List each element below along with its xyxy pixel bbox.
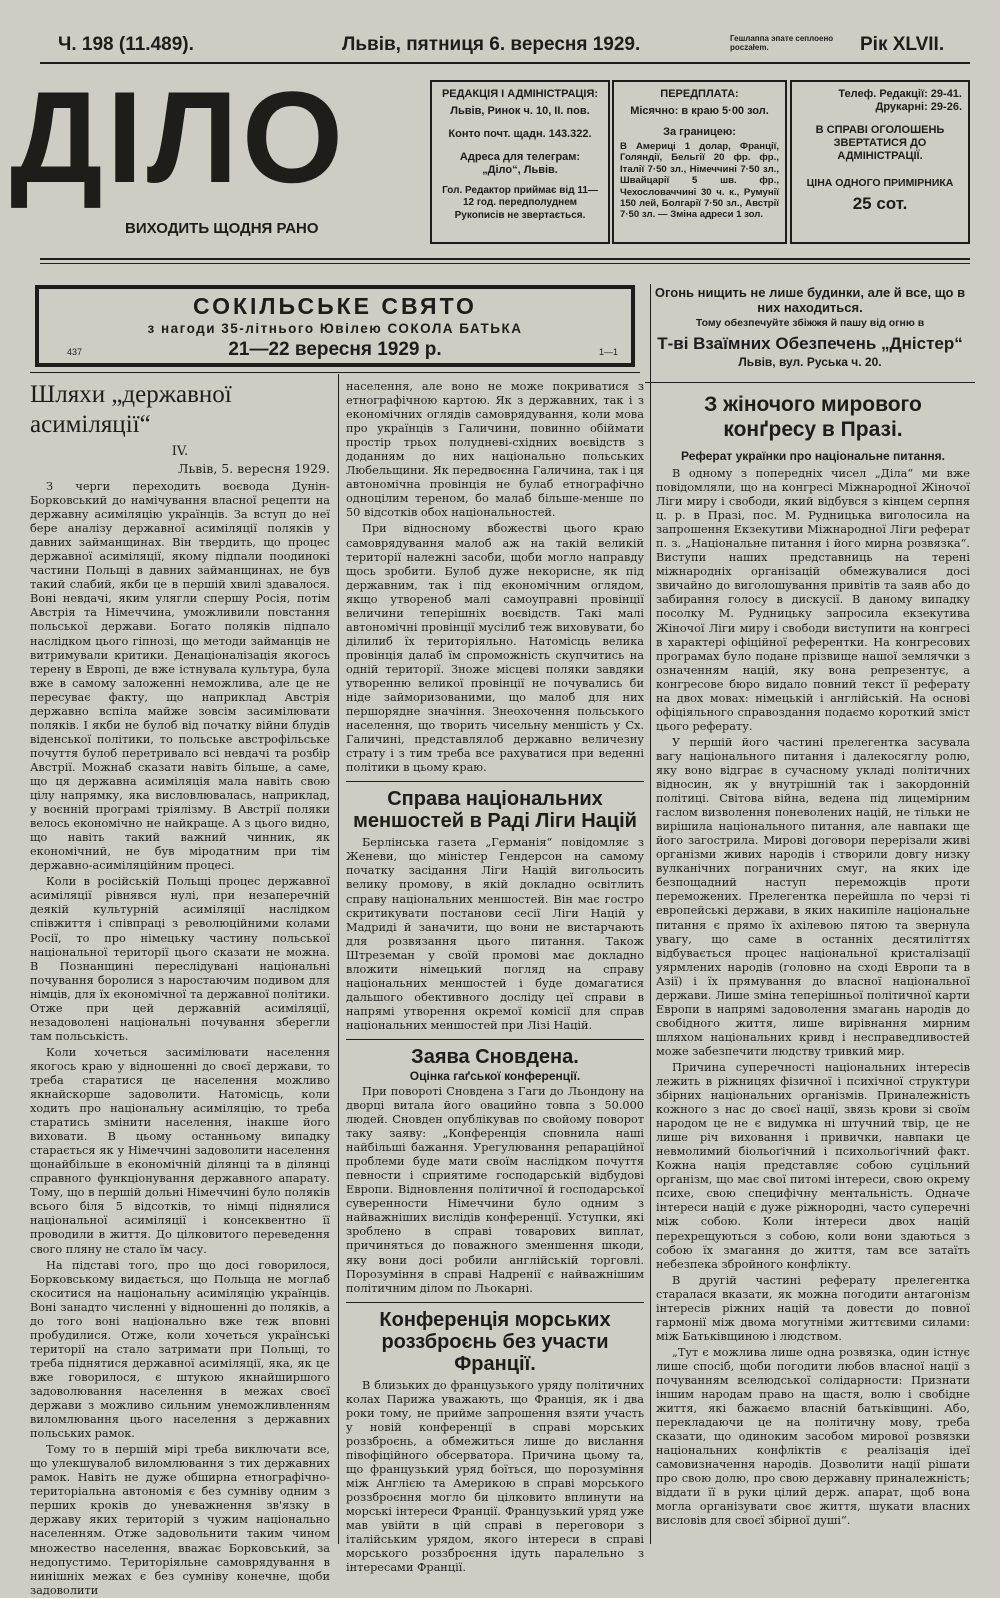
price-label: ЦІНА ОДНОГО ПРИМІРНИКА	[806, 177, 954, 189]
editorial-manuscripts: Рукописів не звертається.	[454, 210, 586, 221]
ad-sokil-code-left: 437	[67, 347, 83, 357]
article1-cont-paragraph: населення, але воно не може покриватися з етнографічною картою. Як з державних, так і з економічних оглядів самоврядування, коли мова про українців з Галичини, повинно обіймати простір трьох полудневі-східних воєвідств з доданням до них національно польських Любельщини. Як передвоєнна Галичина, так і ця автономічна провінція не булаб етнографічно одноцілим тереном, бо малаб більше-менше по 50 відсотків обох національностей.	[346, 380, 644, 520]
issue-number: Ч. 198 (11.489).	[58, 34, 194, 55]
article1-body	[30, 480, 330, 1598]
article4-body	[346, 1379, 644, 1576]
masthead-rule-2	[40, 263, 970, 264]
article1-dateline: Львів, 5. вересня 1929.	[178, 461, 330, 476]
ad-dnister	[645, 285, 975, 380]
editorial-box	[430, 80, 610, 244]
article2-paragraph: Берлінська газета „Германія“ повідомляє з Женеви, що міністер Гендерсон на самому початку засідання Ліги Націй вигольосить велику промову, в якій докладно освітлить справу національних меншостей. Він має гостро скритикувати постанови сесії Ліги Націй у Мадриді й заначити, що вони не вистарчають для розвязання цього питання. Також Штреземан у своїй промові має докладно вложити німецький погляд на справу національних меншостей і буде домагатися дальшого обективного досліду цеї справи в напрямі утворення окремої комісії для справ національних меншостей при Лізі Націй.	[346, 836, 644, 1032]
ad-rule-left	[30, 372, 640, 373]
ad-dnister-line1: Огонь нищить не лише будинки, але й все, що в них находиться.	[654, 285, 966, 315]
ads-notice: В СПРАВІ ОГОЛОШЕНЬ ЗВЕРТАТИСЯ ДО АДМІНІСТРАЦІЇ.	[815, 124, 945, 162]
subscription-abroad-title: За границею:	[663, 126, 736, 138]
article4-title: Конференція морських роззброєнь без участи Франції.	[379, 1308, 611, 1375]
phone-print: Друкарні: 29-26.	[875, 101, 962, 113]
article1-continuation	[346, 380, 644, 775]
article3-paragraph: При повороті Сновдена з Гаги до Льондону на дворці витала його овацийно товпа з 50.000 людей. Сновден опублікував по свойому поворот таку заяву: „Конференція сповнила наші найбільші бажання. Урегулювання репараційної проблеми буде мати своїм наслідком почуття певности і сприятиме господарській відбудові Европи. Відновлення політичної й господарської суверенности Німеччини було одним з найважніших вислідів конференції. Уступки, які зроблено в справі товарових виплат, причиняться до поважного зменшення шкоди, яку вони досі робили англійській торговлі. Порозуміння в справі Надренії є найважнішим політичним ділом по Льокарні.	[346, 1084, 644, 1295]
ad-sokil	[35, 285, 635, 367]
ad-sokil-title: СОКІЛЬСЬКЕ СВЯТО	[193, 293, 477, 319]
postal-note: Гешлаппа эпате сеплоено poczałem.	[730, 34, 834, 52]
ad-dnister-company: Т-ві Взаїмних Обезпечень „Дністер“	[657, 334, 963, 353]
ad-rule-right	[645, 382, 975, 383]
editorial-telegram: Адреса для телеграм: „Діло“, Львів.	[459, 151, 581, 176]
article1-title: Шляхи „державної асиміляції“	[30, 381, 232, 438]
article1-part: IV.	[171, 444, 189, 459]
article5-body	[656, 467, 970, 1529]
ad-dnister-line2: Тому обезпечуйте збіжжя й пашу від огню в	[695, 317, 925, 329]
article5-paragraph: Причина суперечності національних інтересів лежить в ріжницях фізичної і психічної структури збірних національних організмів. Приналежність кожного з нас до своєї нації, звязь крови зі своїм народом це не є видумка ні штучний твір, це не лише річ виховання і привички, навпаки це невмолимий біольоґічний і психольоґічний факт. Кожна нація представляє собою суцільний організм, що має свої питомі інтереси, свою окрему психе, свою специфічну ментальність. Одначе інтереси націй є дуже ріжнородні, часто суперечні між собою. Коли інтереси двох націй перехрещуються з собою, коли вони здаються з собою їх змагання до життя, там все затаїть небезпека збройного конфлікту.	[656, 1060, 970, 1271]
article1-paragraph: Коли в російській Польщі процес державної асиміляції рівнявся нулі, при незаперечній деякій культурній асиміляції наслідком співжиття і співпраці з революційними колами Росії, то про німецьку частину польської національної території цього сказати не можна. В Познанщині переслідувані національні почування боролися з наростаючим подивом для німців, для їх економічної та державної політики. Отже при цей державній асиміляції, незадоволені національні почування зберегли там польськість.	[30, 875, 330, 1043]
subscription-monthly: Місячно: в краю 5·00 зол.	[630, 105, 769, 117]
article4-paragraph: В близьких до французького уряду політичних колах Парижа уважають, що Франція, як і два роки тому, не прийме запрошення взяти участь у новій конференції в справі морських роззброєнь, а обмежиться лише до вислання півофіційного обсерватора. Причина цьому та, що французький уряд боїться, що порозуміння між Англією та Америкою в справі морського роззброєння могло би цілковито вплинути на морські інтереси Франції. Французький уряд уже мав увійти в цій справі в переговори з італійським урядом, якого інтереси в справі морського роззброєння ідуть паралельно з інтересами Франції.	[346, 1378, 644, 1575]
editorial-account: Конто почт. щадн. 143.322.	[448, 128, 592, 140]
price-value: 25 сот.	[852, 194, 908, 213]
masthead-tagline: ВИХОДИТЬ ЩОДНЯ РАНО	[125, 220, 319, 237]
article5-paragraph: У першій його частині прелегентка засувала вагу національного питання і далекосяглу ролю, яку воно відграє в сучасному укладі політичних відносин, як у внутрішній так і закордонній політиці. Світова війна, ведена під лицемірним гаслом визволення поневолених націй, не тільки не вирішила національного питання, але навпаки ще його загострила. Мирові договори перерізали живі організми живих народів і створили довгу низку вулканічних пограничних смуг, на яких іде безпощадний наступ переможців проти переможених. Прелегентка перейшла по черзі ті европейські держави, в яких накипіле національне питання є прямо їх ахілевою пятою та звернула увагу, що саме в останніх десятиліттях відбувається процес національної кристалізації уярмлених народів (головно на сході Европи та в Азії) і їх прямування до власної національної держави. Лише зміна теперішньої політичної карти Европи в напрямі задоволення змагань народів до свобідного життя, лише вирівнання мирним шляхом національних кривд і несправедливостей може забезпечити людству тривкий мир.	[656, 735, 970, 1058]
article1-paragraph: Коли хочеться засимілювати населення якогось краю у відношенні до своєї держави, то треба старатися це населення можливо якнайскорше задоволити. Натомісць, коли ходить про національну асиміляцію, то треба старатись змінити населення, інакше його виховати. В цьому останньому випадку старається як у Німеччині задоволити населення щонайбільше в економічній ділянці та в ділянці справного функціонування державного апарату. Тому, що в першій дольні Німеччині було поляків всього біля 5 відсотків, то німці піднялися національної асиміляції і консеквентно її проводили в життя. До цілковитого переведення свого пляну не стало їм часу.	[30, 1045, 330, 1256]
column-rule-2	[650, 284, 651, 1544]
column-2	[346, 380, 644, 1575]
editorial-title: РЕДАКЦІЯ І АДМІНІСТРАЦІЯ:	[441, 88, 599, 100]
ad-sokil-subtitle: з нагоди 35-літнього Ювілею СОКОЛА БАТЬКА	[147, 321, 523, 336]
masthead-rule-1	[40, 258, 970, 260]
editorial-hours: Гол. Редактор приймає від 11—12 год. передполуднем	[442, 185, 598, 208]
ad-sokil-dates: 21—22 вересня 1929 р.	[228, 339, 442, 360]
article5-paragraph: В одному з попередніх чисел „Діла“ ми вже повідомляли, що на конгресі Міжнародної Жіночої Ліги миру і свободи, який відбувся з кінцем серпня ц. р. в Празі, пос. М. Рудницька виголосила на запрошення Екзекутиви Міжнародної Ліги реферат п. з. „Національне питання і його мирна розвязка“. Виступи наших представниць на терені міжнародніх організацій обмежувалися досі звичайно до виголошування привітів та заяв або до забирання голосу в дискусії. В даному випадку посолку М. Рудницьку запросила екзекутива Жіночої Ліги миру і свободи виступити на конгресі в характері офіційної референтки. На конгресових програмах було подане прізвище нашої землячки з означенням націй, яку вона репрезентує, а конгресове бюро видало повний текст її реферату на двох мовах: німецькій і англійській. На основі офіціяльного справоздання подаємо короткий зміст цього реферату.	[656, 467, 970, 733]
subscription-box	[612, 80, 787, 244]
editorial-address: Львів, Ринок ч. 10, II. пов.	[450, 105, 590, 117]
subscription-title: ПЕРЕДПЛАТА:	[660, 88, 739, 100]
article3-subtitle: Оцінка гаґської конференції.	[409, 1068, 581, 1083]
issue-date: Львів, пятниця 6. вересня 1929.	[342, 34, 641, 55]
masthead-title: ДІЛО	[10, 64, 348, 210]
article2-title: Справа національних меншостей в Раді Ліги Націй	[353, 788, 637, 833]
article5-title: З жіночого мирового конґресу в Празі.	[704, 393, 922, 441]
phone-box	[790, 80, 970, 244]
article5-paragraph: „Тут є можлива лише одна розвязка, один істнує лише спосіб, щоби погодити любов власної нації з почуванням вселюдської солідарности: Признати іншим народам право на щастя, волю і свобідне життя, які бажаємо власній батьківщині. Або, перекладаючи це на політичну мову, треба сказати, що одиноким засобом мирової розвязки національних конфліктів є реалізація ідеї самовизначення народів. Дозволити нації рішати про свою долю, про свою державну приналежність; віддати її в руки цілий держ. апарат, щоб вона могла організувати своє життя, шукати власних висловів для своєї збірної душі“.	[656, 1345, 970, 1528]
year-label: Рік XLVII.	[860, 34, 945, 55]
article1-paragraph: З черги переходить воєвода Дунін-Борковський до намічування власної рецепти на державну асиміляцію українців. За вступ до неї бере аналізу державної асиміляції поляків у давних займанщинах. Він твердить, що процес державної асиміляції, якому підпали поодинокі частини Польщі в давних займанщинах, не був такий слабий, якби це в першій хвилі здавалося. Воні невдачі, яким улягли спершу Росія, потім Австрія та Німеччина, уможливили повстання польської держави. Богато поляків підпало наслідком цього гіпнозі, що методи займанців не витримували критики. Денаціоналізація якогось терену в Европі, де вже істнувала культура, була вже в самому заложенні неможлива, але це не пересуває факту, що наприклад Австрія державно вспіла майже зовсім засимілювати поляків. І якби не булоб від початку війни блудів віденської політики, то польське австрофільське почуття булоб перетривало всі невдачі та розбір Австрії. Можнаб сказати навіть більше, а саме, що ця державна асиміляція мала навіть свою цілу напрямку, яка висловлювалась, наприклад, у воєнній програмі тріялізму. В Австрії поляки велось економічно не найкраще. А з цього видно, що навіть такий важний чинник, як економічний, не був міродатним при тім державно-асиміляційним процесі.	[30, 480, 330, 873]
article3-title: Заява Сновдена.	[411, 1045, 579, 1068]
phone-editorial: Телеф. Редакції: 29-41.	[838, 88, 962, 100]
column-3	[656, 392, 970, 1552]
article5-paragraph: В другій частині реферату прелегентка старалася вказати, як можна погодити антагонізм інтересів ріжних націй та довести до повної гармонії між двома могутніми життєвими силами: між Батьківщиною і людством.	[656, 1273, 970, 1343]
article3-body	[346, 1085, 644, 1296]
article1-paragraph: На підставі того, про що досі говорилося, Борковському видається, що Польща не моглаб скоситися на національну асиміляцію українців. Воні занадто численні у відношенні до поляків, а до того воні національно вже теж вповні пробудилися. Отже, коли хочеться українські території на стало затримати при Польщі, то треба піднятися державної асиміляції, яка, як це вже говорилося, є штукою якнайширшого задоволювання населення в межах своєї держави з можливо сильним унеможливленням виломлювання цього населення з державних польських рамок.	[30, 1258, 330, 1441]
subscription-abroad-text: В Америці 1 долар, Франції, Голяндії, Бельгії 20 фр. фр., Італії 7·50 зл., Німеччині 7·50 зл., Швайцарії 5 шв. фр., Чехословаччині 30 ч. к., Румунії 150 лей, Болгарії 7·50 зл., Австрії 7·50 зл. — Зміна адреси 1 зол.	[620, 141, 779, 221]
article1-cont-paragraph: При відносному вбожестві цього краю самоврядування малоб аж на такій великій території належні засоби, щоби могло направду щось зробити. Булоб дуже некорисне, як під державним, так і під економічним оглядом, якщо утвореноб малі самоуправні провінції величини теперішніх воєвідств. Такі малі автономічні провінції мусілиб теж виховувати, бо ділилиб їх територіяльно. Натомісць велика провінція далаб їм спроможність скупчитись на одній території. Зноже місцеві поляки завдяки утворенню великої провінції не почувались би ніде займоризованими, що малоб для них першорядне значіння. Знеохочення польського населення, що творить чисельну меншість у Сх. Галичині, представлялоб державно величезну страту і з тим треба все рахуватися при веденні політики в цьому краю.	[346, 522, 644, 775]
column-rule-1	[338, 374, 339, 1544]
ad-dnister-address: Львів, вул. Руська ч. 20.	[738, 355, 882, 369]
article2-body	[346, 836, 644, 1033]
ad-sokil-code-right: 1—1	[599, 347, 619, 357]
column-1	[30, 380, 330, 1597]
article5-subtitle: Реферат українки про національне питання.	[680, 449, 946, 463]
article1-paragraph: Тому то в першій мірі треба виключати все, що улекшувалоб виломлювання з тих державних рамок. Навіть не дуже обширна етнографічно-територіальна автономія є без сумніву одним з перших кроків до уневажнення зв'язку в державу яких територій з чужим національно населенням. Отже задовольнити таким чином множество населення, вважає Борковський, за недопустимо. Територіяльне самоврядування в нинішніх межах є без сумніву конечне, щоби задоволити	[30, 1443, 330, 1597]
